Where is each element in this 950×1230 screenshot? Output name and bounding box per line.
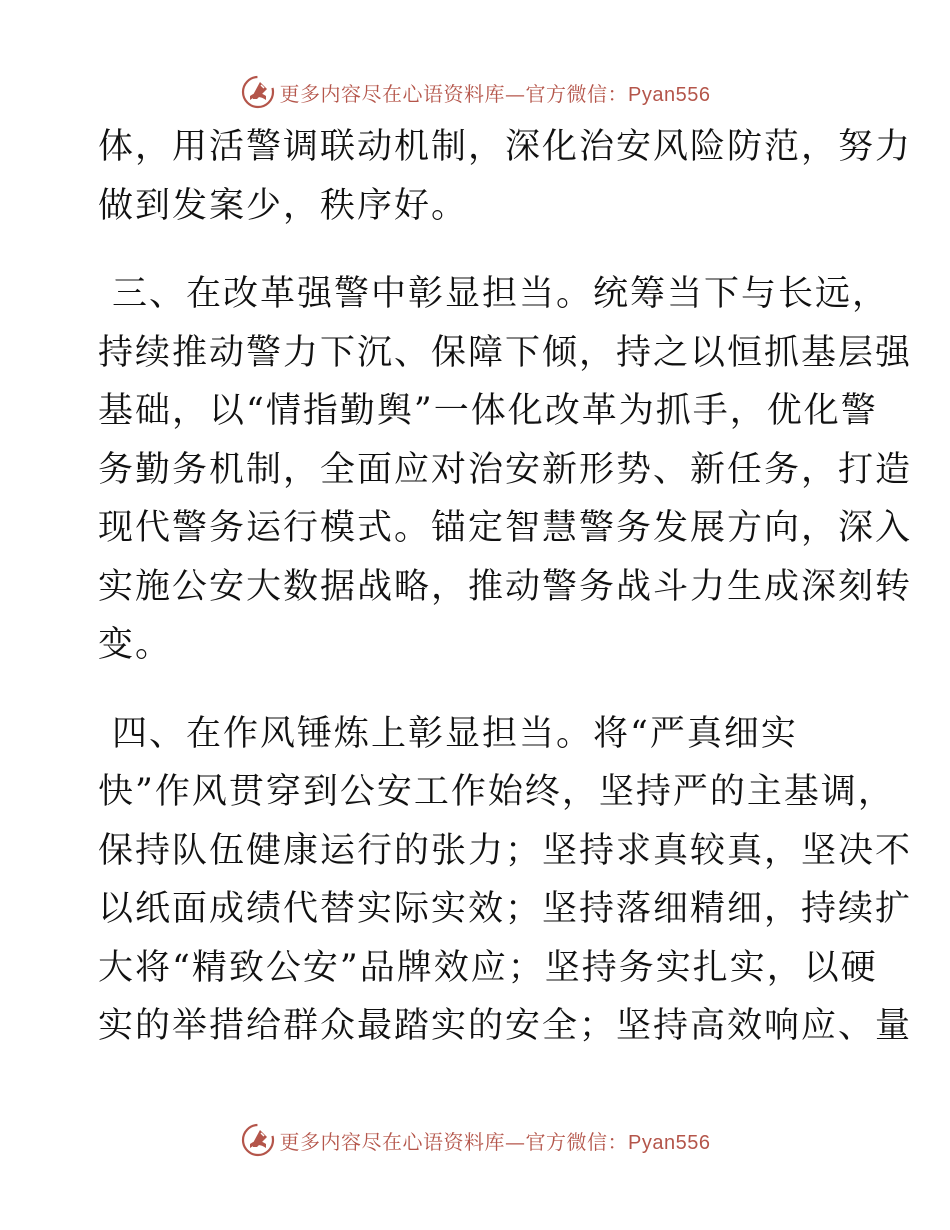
text-line: 三、在改革强警中彰显担当。统筹当下与长远， [112,274,890,314]
paragraph-continued [98,118,913,235]
header-watermark [0,72,950,112]
text-line: 实的举措给群众最踏实的安全；坚持高效响应、量 [98,1006,913,1046]
text-line: 现代警务运行模式。锚定智慧警务发展方向，深入 [98,508,913,548]
text-line: 四、在作风锤炼上彰显担当。将“严真细实 [112,713,798,754]
paragraph-section-4 [98,705,913,1056]
text-line: 以纸面成绩代替实际实效；坚持落细精细，持续扩 [98,889,913,929]
text-line: 做到发案少，秩序好。 [98,185,469,226]
paragraph-section-3 [98,265,913,675]
book-pen-logo-icon [240,1122,276,1158]
text-line: 实施公安大数据战略，推动警务战斗力生成深刻转 [98,566,913,607]
book-pen-logo-icon [240,74,276,110]
text-line: 大将“精致公安”品牌效应；坚持务实扎实，以硬 [98,947,878,988]
document-body [98,118,913,1056]
watermark-text: 更多内容尽在心语资料库—官方微信：Pyan556 [279,1129,711,1154]
watermark-text: 更多内容尽在心语资料库—官方微信：Pyan556 [279,81,711,106]
footer-watermark [0,1120,950,1160]
text-line: 基础，以“情指勤舆”一体化改革为抓手，优化警 [98,391,878,431]
text-line: 持续推动警力下沉、保障下倾，持之以恒抓基层强 [98,332,913,373]
text-line: 变。 [98,625,173,665]
text-line: 快”作风贯穿到公安工作始终，坚持严的主基调， [98,772,895,812]
text-line: 保持队伍健康运行的张力；坚持求真较真，坚决不 [98,830,913,871]
text-line: 务勤务机制，全面应对治安新形势、新任务，打造 [98,449,913,490]
text-line: 体，用活警调联动机制，深化治安风险防范，努力 [98,127,913,167]
